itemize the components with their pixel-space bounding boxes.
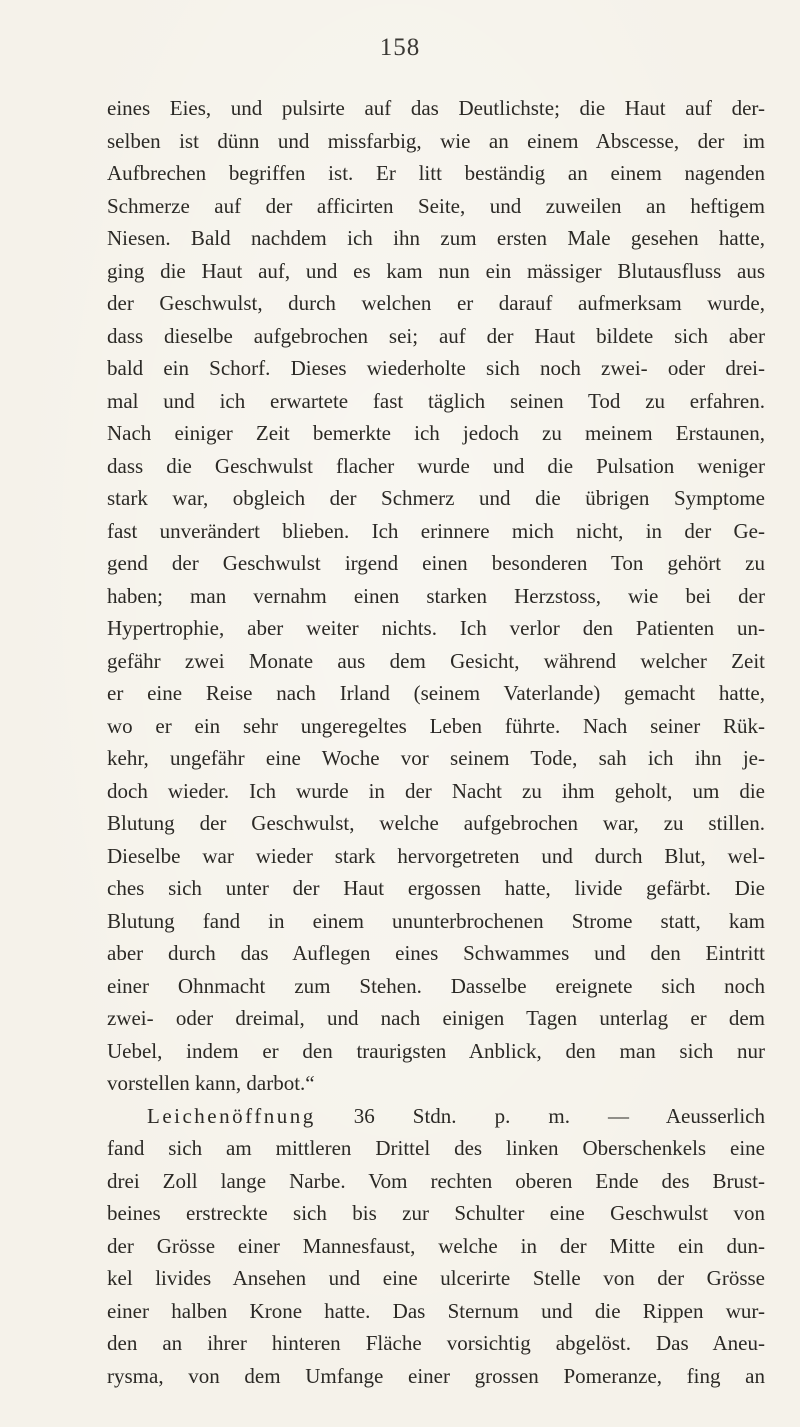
text-line: fand sich am mittleren Drittel des linken Oberschenkels eine: [107, 1136, 765, 1160]
text-line: kel livides Ansehen und eine ulcerirte Stelle von der Grösse: [107, 1266, 765, 1290]
text-line: doch wieder. Ich wurde in der Nacht zu ihm geholt, um die: [107, 778, 765, 803]
text-line: aber durch das Auflegen eines Schwammes und den Eintritt: [107, 941, 765, 965]
body-text: [107, 92, 765, 1392]
text-line: Blutung fand in einem ununterbrochenen Strome statt, kam: [107, 908, 765, 933]
text-line: ches sich unter der Haut ergossen hatte, livide gefärbt. Die: [107, 876, 765, 900]
text-line: vorstellen kann, darbot.“: [107, 1071, 315, 1095]
text-line: beines erstreckte sich bis zur Schulter eine Geschwulst von: [107, 1201, 765, 1225]
text-line: mal und ich erwartete fast täglich seinen Tod zu erfahren.: [107, 388, 765, 413]
text-line: Blutung der Geschwulst, welche aufgebrochen war, zu stillen.: [107, 811, 765, 835]
text-line: wo er ein sehr ungeregeltes Leben führte. Nach seiner Rük-: [107, 713, 765, 738]
text-line: der Grösse einer Mannesfaust, welche in der Mitte ein dun-: [107, 1233, 765, 1258]
text-line: den an ihrer hinteren Fläche vorsichtig abgelöst. Das Aneu-: [107, 1331, 765, 1355]
text-line: stark war, obgleich der Schmerz und die übrigen Symptome: [107, 486, 765, 510]
page-number: 158: [379, 34, 421, 61]
text-line: einer halben Krone hatte. Das Sternum und die Rippen wur-: [107, 1298, 765, 1323]
text-line: Hypertrophie, aber weiter nichts. Ich verlor den Patienten un-: [107, 616, 765, 640]
text-line: gefähr zwei Monate aus dem Gesicht, während welcher Zeit: [107, 648, 765, 673]
section-first-line-rest: 36 Stdn. p. m. — Aeusserlich: [353, 1103, 765, 1128]
text-line: einer Ohnmacht zum Stehen. Dasselbe ereignete sich noch: [107, 973, 765, 998]
text-line: gend der Geschwulst irgend einen besonderen Ton gehört zu: [107, 551, 765, 575]
text-line: eines Eies, und pulsirte auf das Deutlichste; die Haut auf der-: [107, 96, 765, 120]
text-line: Niesen. Bald nachdem ich ihn zum ersten Male gesehen hatte,: [107, 226, 765, 250]
text-line: dass die Geschwulst flacher wurde und die Pulsation weniger: [107, 453, 765, 478]
section-first-line: [107, 1100, 765, 1133]
text-line: selben ist dünn und missfarbig, wie an einem Abscesse, der im: [107, 128, 765, 153]
text-line: der Geschwulst, durch welchen er darauf aufmerksam wurde,: [107, 291, 765, 315]
text-line: haben; man vernahm einen starken Herzstoss, wie bei der: [107, 583, 765, 608]
text-line: Nach einiger Zeit bemerkte ich jedoch zu meinem Erstaunen,: [107, 421, 765, 445]
text-line: fast unverändert blieben. Ich erinnere mich nicht, in der Ge-: [107, 518, 765, 543]
text-line: ging die Haut auf, und es kam nun ein mässiger Blutausfluss aus: [107, 258, 765, 283]
text-line: drei Zoll lange Narbe. Vom rechten oberen Ende des Brust-: [107, 1168, 765, 1193]
text-line: zwei- oder dreimal, und nach einigen Tagen unterlag er dem: [107, 1006, 765, 1030]
text-line: Schmerze auf der afficirten Seite, und zuweilen an heftigem: [107, 193, 765, 218]
text-line: Dieselbe war wieder stark hervorgetreten und durch Blut, wel-: [107, 843, 765, 868]
text-line: er eine Reise nach Irland (seinem Vaterlande) gemacht hatte,: [107, 681, 765, 705]
text-line: bald ein Schorf. Dieses wiederholte sich noch zwei- oder drei-: [107, 356, 765, 380]
text-line: kehr, ungefähr eine Woche vor seinem Tode, sah ich ihn je-: [107, 746, 765, 770]
text-line: dass dieselbe aufgebrochen sei; auf der Haut bildete sich aber: [107, 323, 765, 348]
text-line: Aufbrechen begriffen ist. Er litt beständig an einem nagenden: [107, 161, 765, 185]
text-line: rysma, von dem Umfange einer grossen Pomeranze, fing an: [107, 1363, 765, 1388]
section-heading: Leichenöffnung: [147, 1103, 316, 1128]
text-line: Uebel, indem er den traurigsten Anblick, den man sich nur: [107, 1038, 765, 1063]
